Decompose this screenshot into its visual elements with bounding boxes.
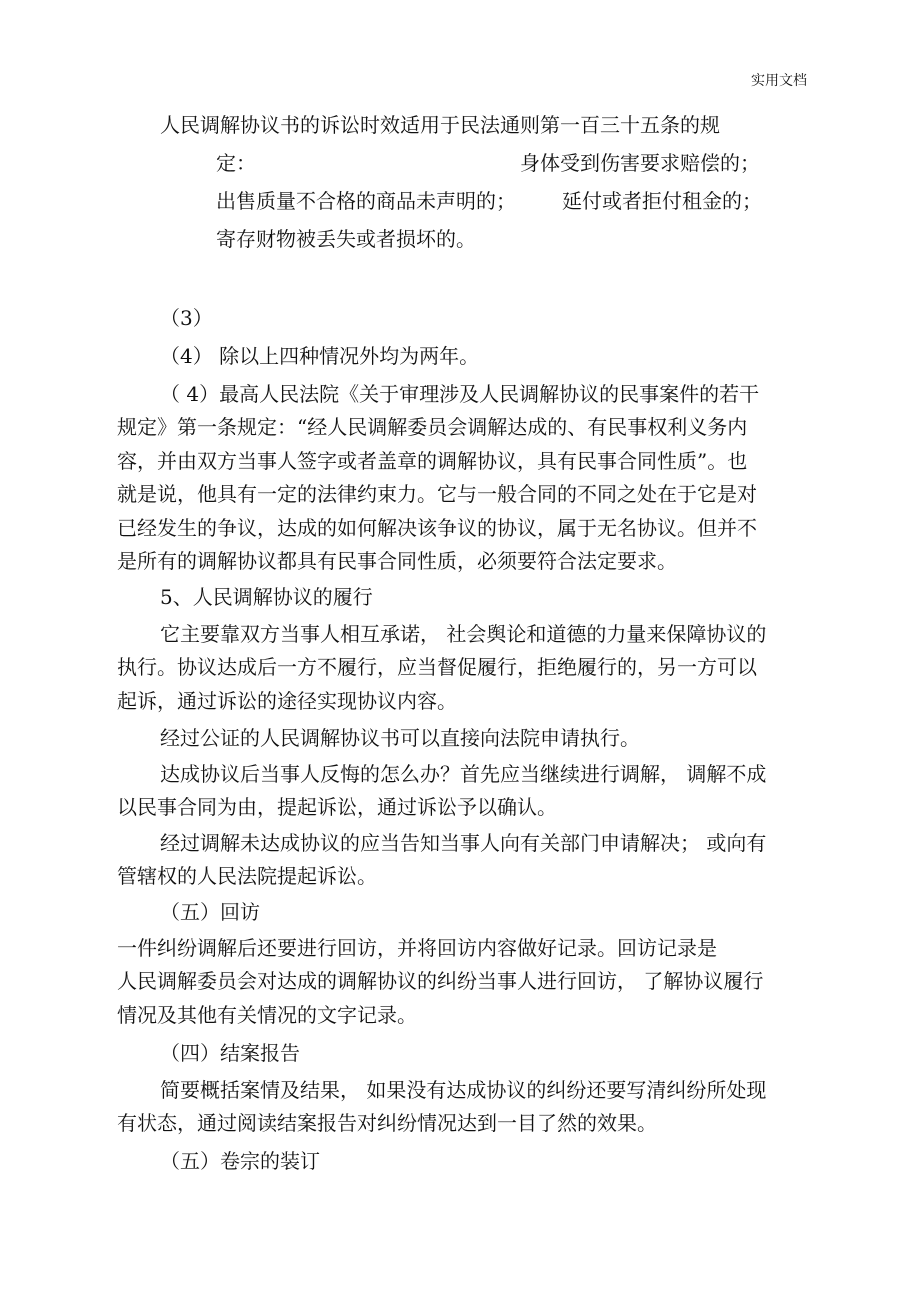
- section-heading: （五）卷宗的装订: [160, 1149, 320, 1173]
- text-line: 有状态，通过阅读结案报告对纠纷情况达到一目了然的效果。: [117, 1111, 657, 1135]
- section-heading: 5、人民调解协议的履行: [160, 585, 373, 609]
- text-line: 情况及其他有关情况的文字记录。: [117, 1003, 417, 1027]
- text-line: 执行。协议达成后一方不履行，应当督促履行，拒绝履行的，另一方可以: [117, 655, 757, 679]
- text-line: 它主要靠双方当事人相互承诺， 社会舆论和道德的力量来保障协议的: [160, 622, 767, 646]
- header-label: 实用文档: [751, 73, 807, 89]
- text-line: 出售质量不合格的商品未声明的；: [216, 189, 516, 213]
- text-line: 规定》第一条规定：“经人民调解委员会调解达成的、有民事权利义务内: [117, 415, 748, 439]
- text-line: 寄存财物被丢失或者损坏的。: [216, 227, 476, 251]
- text-line: 简要概括案情及结果， 如果没有达成协议的纠纷还要写清纠纷所处现: [160, 1078, 767, 1102]
- text-line: 达成协议后当事人反悔的怎么办？首先应当继续进行调解， 调解不成: [160, 762, 767, 786]
- text-line: 已经发生的争议，达成的如何解决该争议的协议，属于无名协议。但并不: [117, 516, 757, 540]
- text-line: 延付或者拒付租金的；: [562, 189, 762, 213]
- text-line: 人民调解协议书的诉讼时效适用于民法通则第一百三十五条的规: [160, 113, 720, 137]
- text-line: 容，并由双方当事人签字或者盖章的调解协议，具有民事合同性质”。也: [117, 449, 748, 473]
- text-line: 身体受到伤害要求赔偿的；: [520, 151, 760, 175]
- section-heading: （四）结案报告: [160, 1041, 300, 1065]
- text-line: （4） 除以上四种情况外均为两年。: [160, 344, 480, 368]
- text-line: （ 4）最高人民法院《关于审理涉及人民调解协议的民事案件的若干: [160, 382, 760, 406]
- text-line: 以民事合同为由，提起诉讼，通过诉讼予以确认。: [117, 795, 557, 819]
- text-line: 管辖权的人民法院提起诉讼。: [117, 864, 377, 888]
- text-line: 经过公证的人民调解协议书可以直接向法院申请执行。: [160, 726, 640, 750]
- text-line: 是所有的调解协议都具有民事合同性质，必须要符合法定要求。: [117, 549, 677, 573]
- text-line: 经过调解未达成协议的应当告知当事人向有关部门申请解决； 或向有: [160, 831, 767, 855]
- list-marker: （3）: [160, 306, 213, 330]
- text-line: 起诉，通过诉讼的途径实现协议内容。: [117, 689, 457, 713]
- text-line: 定：: [216, 151, 256, 175]
- section-heading: （五）回访: [160, 900, 260, 924]
- text-line: 一件纠纷调解后还要进行回访，并将回访内容做好记录。回访记录是: [117, 936, 717, 960]
- text-line: 人民调解委员会对达成的调解协议的纠纷当事人进行回访， 了解协议履行: [117, 969, 764, 993]
- text-line: 就是说，他具有一定的法律约束力。它与一般合同的不同之处在于它是对: [117, 482, 757, 506]
